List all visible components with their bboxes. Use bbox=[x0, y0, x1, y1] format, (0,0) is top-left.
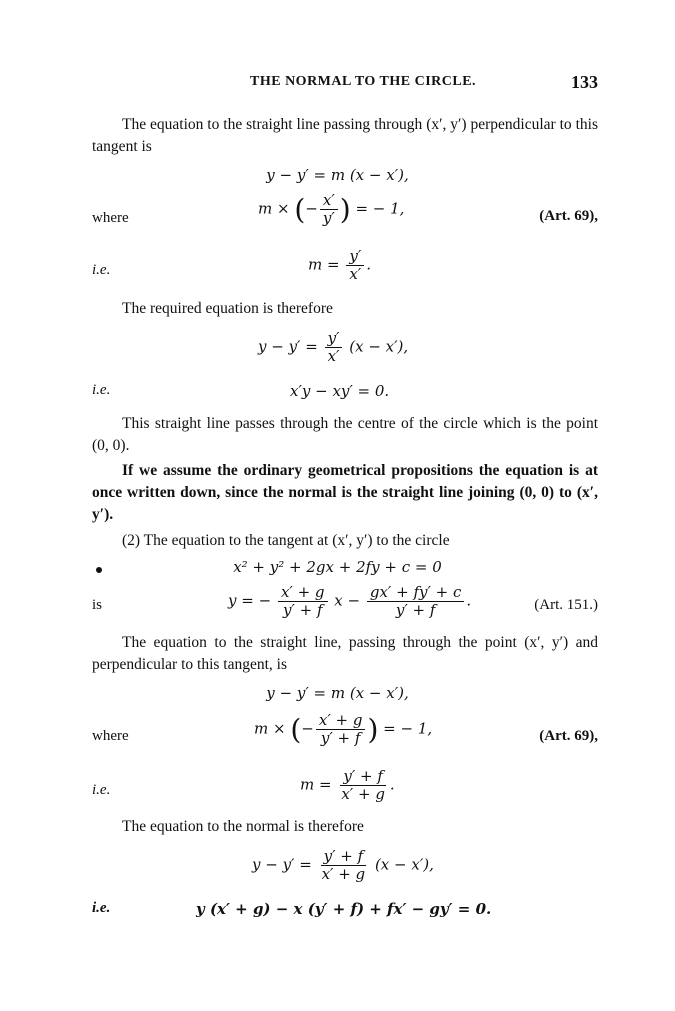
eq7-middle: x − bbox=[334, 591, 361, 610]
eq4-denominator: x′ bbox=[327, 347, 340, 365]
is-label: is bbox=[92, 597, 103, 613]
paragraph-5: (2) The equation to the tangent at (x′, y′) to the circle bbox=[122, 532, 450, 549]
eq7-numerator-1: x′ + g bbox=[278, 584, 328, 602]
eq4-numerator: y′ bbox=[325, 330, 343, 348]
paragraph-3: This straight line passes through the centre of the circle which is the point (0, 0). bbox=[92, 415, 598, 454]
paren-close: ) bbox=[339, 193, 351, 226]
where-label-1: where bbox=[92, 210, 129, 226]
eq7-fraction-1 bbox=[278, 584, 328, 619]
eq3-left: m = bbox=[308, 255, 340, 274]
art-reference-2: (Art. 151.) bbox=[534, 597, 598, 613]
eq9-denominator: y′ + f bbox=[320, 729, 361, 747]
eq2-right: = − 1, bbox=[355, 199, 405, 218]
eq7-denominator-1: y′ + f bbox=[282, 601, 323, 619]
eq3-fraction bbox=[346, 248, 364, 283]
equation-10: m = $\frac{y' + f}{x' + g}$ . bbox=[300, 767, 395, 803]
eq7-denominator-2: y′ + f bbox=[395, 601, 436, 619]
eq11-right: (x − x′), bbox=[374, 855, 434, 874]
paren-open: ( bbox=[294, 193, 306, 226]
eq9-fraction bbox=[316, 712, 366, 747]
where-label-2: where bbox=[92, 728, 129, 744]
paren-close-2: ) bbox=[367, 713, 379, 746]
eq4-right: (x − x′), bbox=[349, 337, 409, 356]
eq11-left: y − y′ = bbox=[252, 855, 312, 874]
ie-label-3: i.e. bbox=[92, 782, 111, 798]
equation-2: m × (− $\frac{x'}{y'}$ ) = − 1, bbox=[258, 191, 405, 227]
eq7-numerator-2: gx′ + fy′ + c bbox=[367, 584, 465, 602]
equation-7: y = − $\frac{x' + g}{y' + f}$ x − $\frac{gx' + fy' + c}{y' + f}$ . bbox=[228, 583, 472, 619]
eq10-left: m = bbox=[300, 775, 332, 794]
eq2-numerator: x′ bbox=[320, 192, 338, 210]
eq10-denominator: x′ + g bbox=[341, 785, 385, 803]
eq2-denominator: y′ bbox=[322, 209, 335, 227]
equation-1: y − y′ = m (x − x′), bbox=[266, 166, 409, 184]
eq11-fraction bbox=[319, 848, 369, 883]
equation-3: m = $\frac{y'}{x'}$ . bbox=[308, 247, 372, 283]
eq10-fraction bbox=[338, 768, 388, 803]
eq2-left: m × bbox=[258, 199, 290, 218]
equation-8: y − y′ = m (x − x′), bbox=[266, 684, 409, 702]
page-number: 133 bbox=[571, 72, 598, 92]
eq2-fraction bbox=[320, 192, 338, 227]
equation-12: y (x′ + g) − x (y′ + f) + fx′ − gy′ = 0. bbox=[196, 900, 492, 918]
equation-6: x² + y² + 2gx + 2fy + c = 0 bbox=[233, 558, 442, 576]
ie-label-1: i.e. bbox=[92, 262, 111, 278]
ie-label-4: i.e. bbox=[92, 900, 111, 916]
ie-label-2: i.e. bbox=[92, 382, 111, 398]
paragraph-2: The required equation is therefore bbox=[122, 300, 333, 317]
eq9-right: = − 1, bbox=[383, 719, 433, 738]
eq11-numerator: y′ + f bbox=[321, 848, 367, 866]
paragraph-7: The equation to the normal is therefore bbox=[122, 818, 364, 835]
eq4-left: y − y′ = bbox=[258, 337, 318, 356]
art-reference-3: (Art. 69), bbox=[539, 728, 598, 744]
paren-open-2: ( bbox=[290, 713, 302, 746]
art-reference-1: (Art. 69), bbox=[539, 208, 598, 224]
page-header bbox=[100, 72, 600, 96]
eq7-left: y = − bbox=[228, 591, 272, 610]
paragraph-1: The equation to the straight line passing through (x′, y′) perpendicular to this tangent is bbox=[92, 116, 598, 155]
equation-5: x′y − xy′ = 0. bbox=[290, 382, 390, 400]
eq9-numerator: x′ + g bbox=[316, 712, 366, 730]
paragraph-4: If we assume the ordinary geometrical propositions the equation is at once written down, since the normal is the straight line joining (0, 0) to (x′, y′). bbox=[92, 462, 598, 523]
eq3-numerator: y′ bbox=[346, 248, 364, 266]
eq9-left: m × bbox=[254, 719, 286, 738]
running-title: THE NORMAL TO THE CIRCLE. bbox=[250, 74, 477, 89]
equation-9: m × (− $\frac{x' + g}{y' + f}$ ) = − 1, bbox=[254, 711, 433, 747]
paragraph-6: The equation to the straight line, passing through the point (x′, y′) and perpendicular to this tangent, is bbox=[92, 634, 598, 673]
equation-11 bbox=[252, 848, 434, 883]
eq10-numerator: y′ + f bbox=[340, 768, 386, 786]
eq3-denominator: x′ bbox=[349, 265, 362, 283]
eq11-denominator: x′ + g bbox=[321, 865, 366, 883]
eq4-fraction bbox=[325, 330, 343, 365]
eq7-fraction-2 bbox=[367, 584, 465, 619]
equation-4 bbox=[258, 330, 408, 365]
